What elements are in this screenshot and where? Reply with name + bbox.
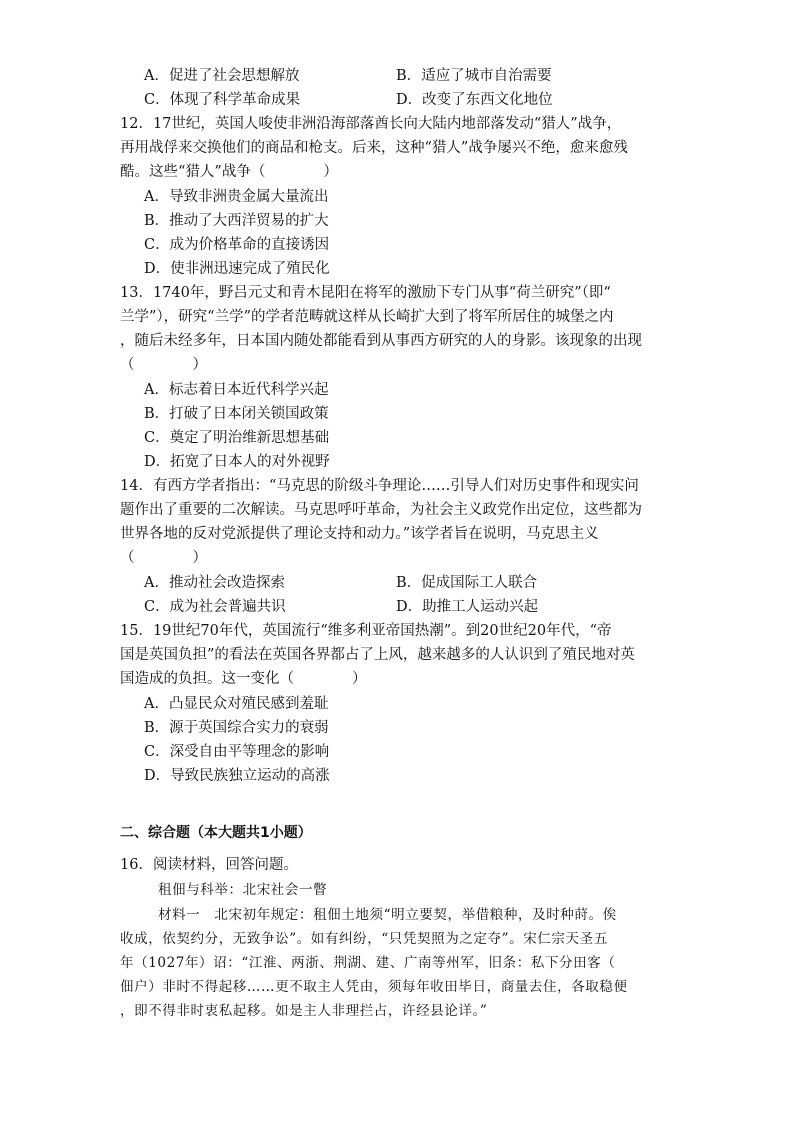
q11-option-c: C．体现了科学革命成果 <box>144 92 301 108</box>
q12-option-c: C．成为价格革命的直接诱因 <box>144 237 330 253</box>
q14-option-b: B．促成国际工人联合 <box>396 575 538 591</box>
q13-stem-line: 13．1740年，野吕元丈和青木昆阳在将军的激励下专门从事“荷兰研究”（即“ <box>120 285 611 301</box>
q15-option-c: C．深受自由平等理念的影响 <box>144 744 330 760</box>
q12-option-d: D．使非洲迅速完成了殖民化 <box>144 261 330 277</box>
q14-option-c: C．成为社会普遍共识 <box>144 599 286 615</box>
q15-stem-line: 15．19世纪70年代，英国流行“维多利亚帝国热潮”。到20世纪20年代，“帝 <box>120 623 612 639</box>
material-title: 租佃与科举：北宋社会一瞥 <box>158 882 328 898</box>
material-line: 年（1027年）诏：“江淮、两浙、荆湖、建、广南等州军，旧条：私下分田客（ <box>120 955 616 971</box>
q13-stem-line: ，随后未经多年，日本国内随处都能看到从事西方研究的人的身影。该现象的出现 <box>120 333 642 349</box>
q16-stem: 16．阅读材料，回答问题。 <box>120 857 298 873</box>
q12-option-a: A．导致非洲贵金属大量流出 <box>144 189 329 205</box>
q14-stem-line: 题作出了重要的二次解读。马克思呼吁革命，为社会主义政党作出定位，这些都为 <box>120 502 642 518</box>
q15-option-d: D．导致民族独立运动的高涨 <box>144 768 330 784</box>
q15-stem-line: 国是英国负担”的看法在英国各界都占了上风，越来越多的人认识到了殖民地对英 <box>120 647 635 663</box>
q15-option-b: B．源于英国综合实力的衰弱 <box>144 720 329 736</box>
q14-stem-line: 14．有西方学者指出：“马克思的阶级斗争理论……引导人们对历史事件和现实问 <box>120 478 639 494</box>
q14-option-d: D．助推工人运动兴起 <box>396 599 539 615</box>
q13-option-b: B．打破了日本闭关锁国政策 <box>144 406 329 422</box>
q12-stem-line: 再用战俘来交换他们的商品和枪支。后来，这种“猎人”战争屡兴不绝，愈来愈残 <box>120 140 628 156</box>
q11-option-b: B．适应了城市自治需要 <box>396 68 552 84</box>
q14-option-a: A．推动社会改造探索 <box>144 575 285 591</box>
material-line: 佃户）非时不得起移……更不取主人凭由，须每年收田毕日，商量去住，各取稳便 <box>120 979 628 995</box>
material-line: ，即不得非时衷私起移。如是主人非理拦占，许经县论详。” <box>120 1003 488 1019</box>
q14-stem-line: 世界各地的反对党派提供了理论支持和动力。”该学者旨在说明，马克思主义 <box>120 526 599 542</box>
q11-option-a: A．促进了社会思想解放 <box>144 68 300 84</box>
material-line: 材料一 北宋初年规定：租佃土地须“明立要契，举借粮种，及时种莳。俟 <box>158 907 617 923</box>
q13-stem-line: （ ） <box>120 357 207 373</box>
material-line: 收成，依契约分，无致争讼”。如有纠纷，“只凭契照为之定夺”。宋仁宗天圣五 <box>120 931 608 947</box>
q13-option-c: C．奠定了明治维新思想基础 <box>144 430 330 446</box>
q13-stem-line: 兰学”），研究“兰学”的学者范畴就这样从长崎扩大到了将军所居住的城堡之内 <box>120 309 614 325</box>
q12-stem-line: 12．17世纪，英国人唆使非洲沿海部落酋长向大陆内地部落发动“猎人”战争， <box>120 116 622 132</box>
q11-option-d: D．改变了东西文化地位 <box>396 92 553 108</box>
section-heading: 二、综合题（本大题共1小题） <box>120 825 312 841</box>
q13-option-d: D．拓宽了日本人的对外视野 <box>144 454 330 470</box>
q12-stem-line: 酷。这些“猎人”战争（ ） <box>120 164 338 180</box>
q12-option-b: B．推动了大西洋贸易的扩大 <box>144 213 329 229</box>
q15-option-a: A．凸显民众对殖民感到羞耻 <box>144 696 329 712</box>
q14-stem-line: （ ） <box>120 550 207 566</box>
q13-option-a: A．标志着日本近代科学兴起 <box>144 382 329 398</box>
q15-stem-line: 国造成的负担。这一变化（ ） <box>120 671 367 687</box>
